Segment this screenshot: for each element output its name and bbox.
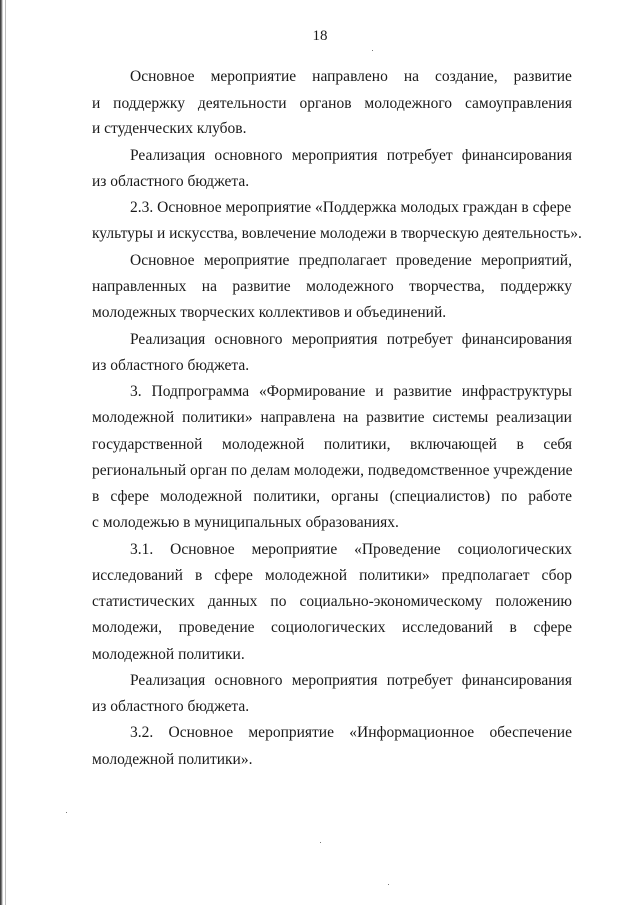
text-line: с молодежью в муниципальных образованиях. <box>92 514 399 531</box>
word: 3.1. <box>130 541 154 558</box>
word: Основное <box>168 724 234 741</box>
word: органы <box>331 488 379 505</box>
text-line <box>130 671 572 691</box>
word: по <box>270 593 287 610</box>
word: социологических <box>271 619 386 636</box>
text-line: молодежной политики». <box>92 751 253 768</box>
word: 3. <box>130 383 142 400</box>
word: государственной <box>92 436 203 453</box>
word: молодежи, <box>92 619 163 636</box>
text-line: молодежных творческих коллективов и объединений. <box>92 304 447 321</box>
scan-edge <box>0 0 3 905</box>
text-line <box>130 540 572 560</box>
word: поддержку <box>500 278 572 295</box>
word: в <box>92 488 100 505</box>
scan-edge-line <box>5 0 6 905</box>
text-line <box>130 146 572 166</box>
word: мероприятие <box>203 252 290 269</box>
word: молодежной <box>160 488 243 505</box>
word: финансирования <box>461 672 572 689</box>
word: направлена <box>260 409 336 426</box>
word: обеспечение <box>489 724 572 741</box>
word: 3.2. <box>130 724 154 741</box>
word: предполагает <box>298 252 387 269</box>
word: основного <box>214 672 283 689</box>
word: включающей <box>410 436 497 453</box>
word: основного <box>214 147 283 164</box>
word: себя <box>543 436 572 453</box>
word: социологических <box>457 541 572 558</box>
word: по <box>501 488 518 505</box>
text-line: из областного бюджета. <box>92 698 250 715</box>
word: мероприятий, <box>481 252 572 269</box>
word: молодежного <box>364 95 453 112</box>
text-line: и студенческих клубов. <box>92 120 247 137</box>
word: «Формирование <box>259 383 366 400</box>
word: Основное <box>170 541 235 558</box>
word: развитие <box>513 68 572 85</box>
word: на <box>403 68 420 85</box>
text-line: из областного бюджета. <box>92 357 250 374</box>
word: Подпрограмма <box>151 383 250 400</box>
text-line <box>92 277 572 297</box>
word: направленных <box>92 278 187 295</box>
word: мероприятия <box>291 672 378 689</box>
word: сфере <box>533 619 572 636</box>
word: потребует <box>386 147 453 164</box>
text-line <box>92 618 572 638</box>
word: мероприятия <box>291 331 378 348</box>
text-line <box>130 251 572 271</box>
word: Реализация <box>130 331 206 348</box>
word: мероприятие <box>210 68 297 85</box>
scan-speck <box>388 884 389 885</box>
word: Основное <box>130 68 195 85</box>
page-number: 18 <box>312 28 328 44</box>
word: положению <box>495 593 572 610</box>
word: основного <box>214 331 283 348</box>
word: молодежной <box>92 409 175 426</box>
text-line <box>92 487 572 507</box>
word: (специалистов) <box>389 488 491 505</box>
word: «Информационное <box>349 724 475 741</box>
text-line: региональный орган по делам молодежи, подведомственное учреждение <box>92 462 573 479</box>
word: политики, <box>323 436 391 453</box>
text-line <box>92 408 572 428</box>
word: социально-экономическому <box>299 593 483 610</box>
text-line: из областного бюджета. <box>92 173 250 190</box>
word: в <box>516 436 524 453</box>
word: реализации <box>496 409 572 426</box>
word: создание, <box>435 68 498 85</box>
word: развитие <box>232 278 291 295</box>
word: в <box>194 567 203 584</box>
word: статистических <box>92 593 195 610</box>
word: «Проведение <box>354 541 441 558</box>
word: молодежной <box>264 567 348 584</box>
word: работе <box>528 488 572 505</box>
text-line: 2.3. Основное мероприятие «Поддержка молодых граждан в сфере <box>130 199 572 216</box>
word: и <box>375 383 384 400</box>
word: на <box>201 278 217 295</box>
word: данных <box>207 593 258 610</box>
scan-speck <box>66 812 67 813</box>
word: предполагает <box>441 567 530 584</box>
text-line <box>92 592 572 612</box>
word: органов <box>299 95 352 112</box>
word: исследований <box>402 619 493 636</box>
word: финансирования <box>461 331 572 348</box>
word: финансирования <box>461 147 572 164</box>
word: мероприятие <box>251 541 338 558</box>
word: политики» <box>359 567 430 584</box>
text-line <box>92 435 572 455</box>
text-line <box>92 94 572 114</box>
word: политики» <box>182 409 253 426</box>
word: мероприятие <box>248 724 334 741</box>
scan-speck <box>372 50 373 51</box>
word: Реализация <box>130 147 206 164</box>
text-line <box>130 67 572 87</box>
word: проведение <box>178 619 255 636</box>
word: на <box>343 409 359 426</box>
word: развитие <box>393 383 452 400</box>
word: творчества, <box>409 278 485 295</box>
word: инфраструктуры <box>461 383 572 400</box>
word: потребует <box>386 672 453 689</box>
word: деятельности <box>197 95 287 112</box>
word: сбор <box>541 567 572 584</box>
word: молодежного <box>306 278 394 295</box>
word: в <box>509 619 517 636</box>
text-line: молодежной политики. <box>92 646 245 663</box>
word: развитие <box>366 409 425 426</box>
text-line: культуры и искусства, вовлечение молодежи в творческую деятельность». <box>92 225 582 242</box>
word: Основное <box>130 252 195 269</box>
word: политики, <box>253 488 320 505</box>
word: и <box>92 95 101 112</box>
word: молодежной <box>222 436 305 453</box>
word: самоуправления <box>464 95 572 112</box>
text-line <box>130 723 572 743</box>
word: потребует <box>386 331 453 348</box>
word: системы <box>432 409 489 426</box>
word: мероприятия <box>291 147 378 164</box>
text-line <box>92 566 572 586</box>
word: проведение <box>395 252 472 269</box>
text-line <box>130 330 572 350</box>
word: сфере <box>110 488 150 505</box>
scan-speck <box>320 842 321 843</box>
text-line <box>130 382 572 402</box>
word: Реализация <box>130 672 206 689</box>
word: поддержку <box>113 95 185 112</box>
word: исследований <box>92 567 183 584</box>
word: направлено <box>312 68 388 85</box>
word: сфере <box>214 567 253 584</box>
